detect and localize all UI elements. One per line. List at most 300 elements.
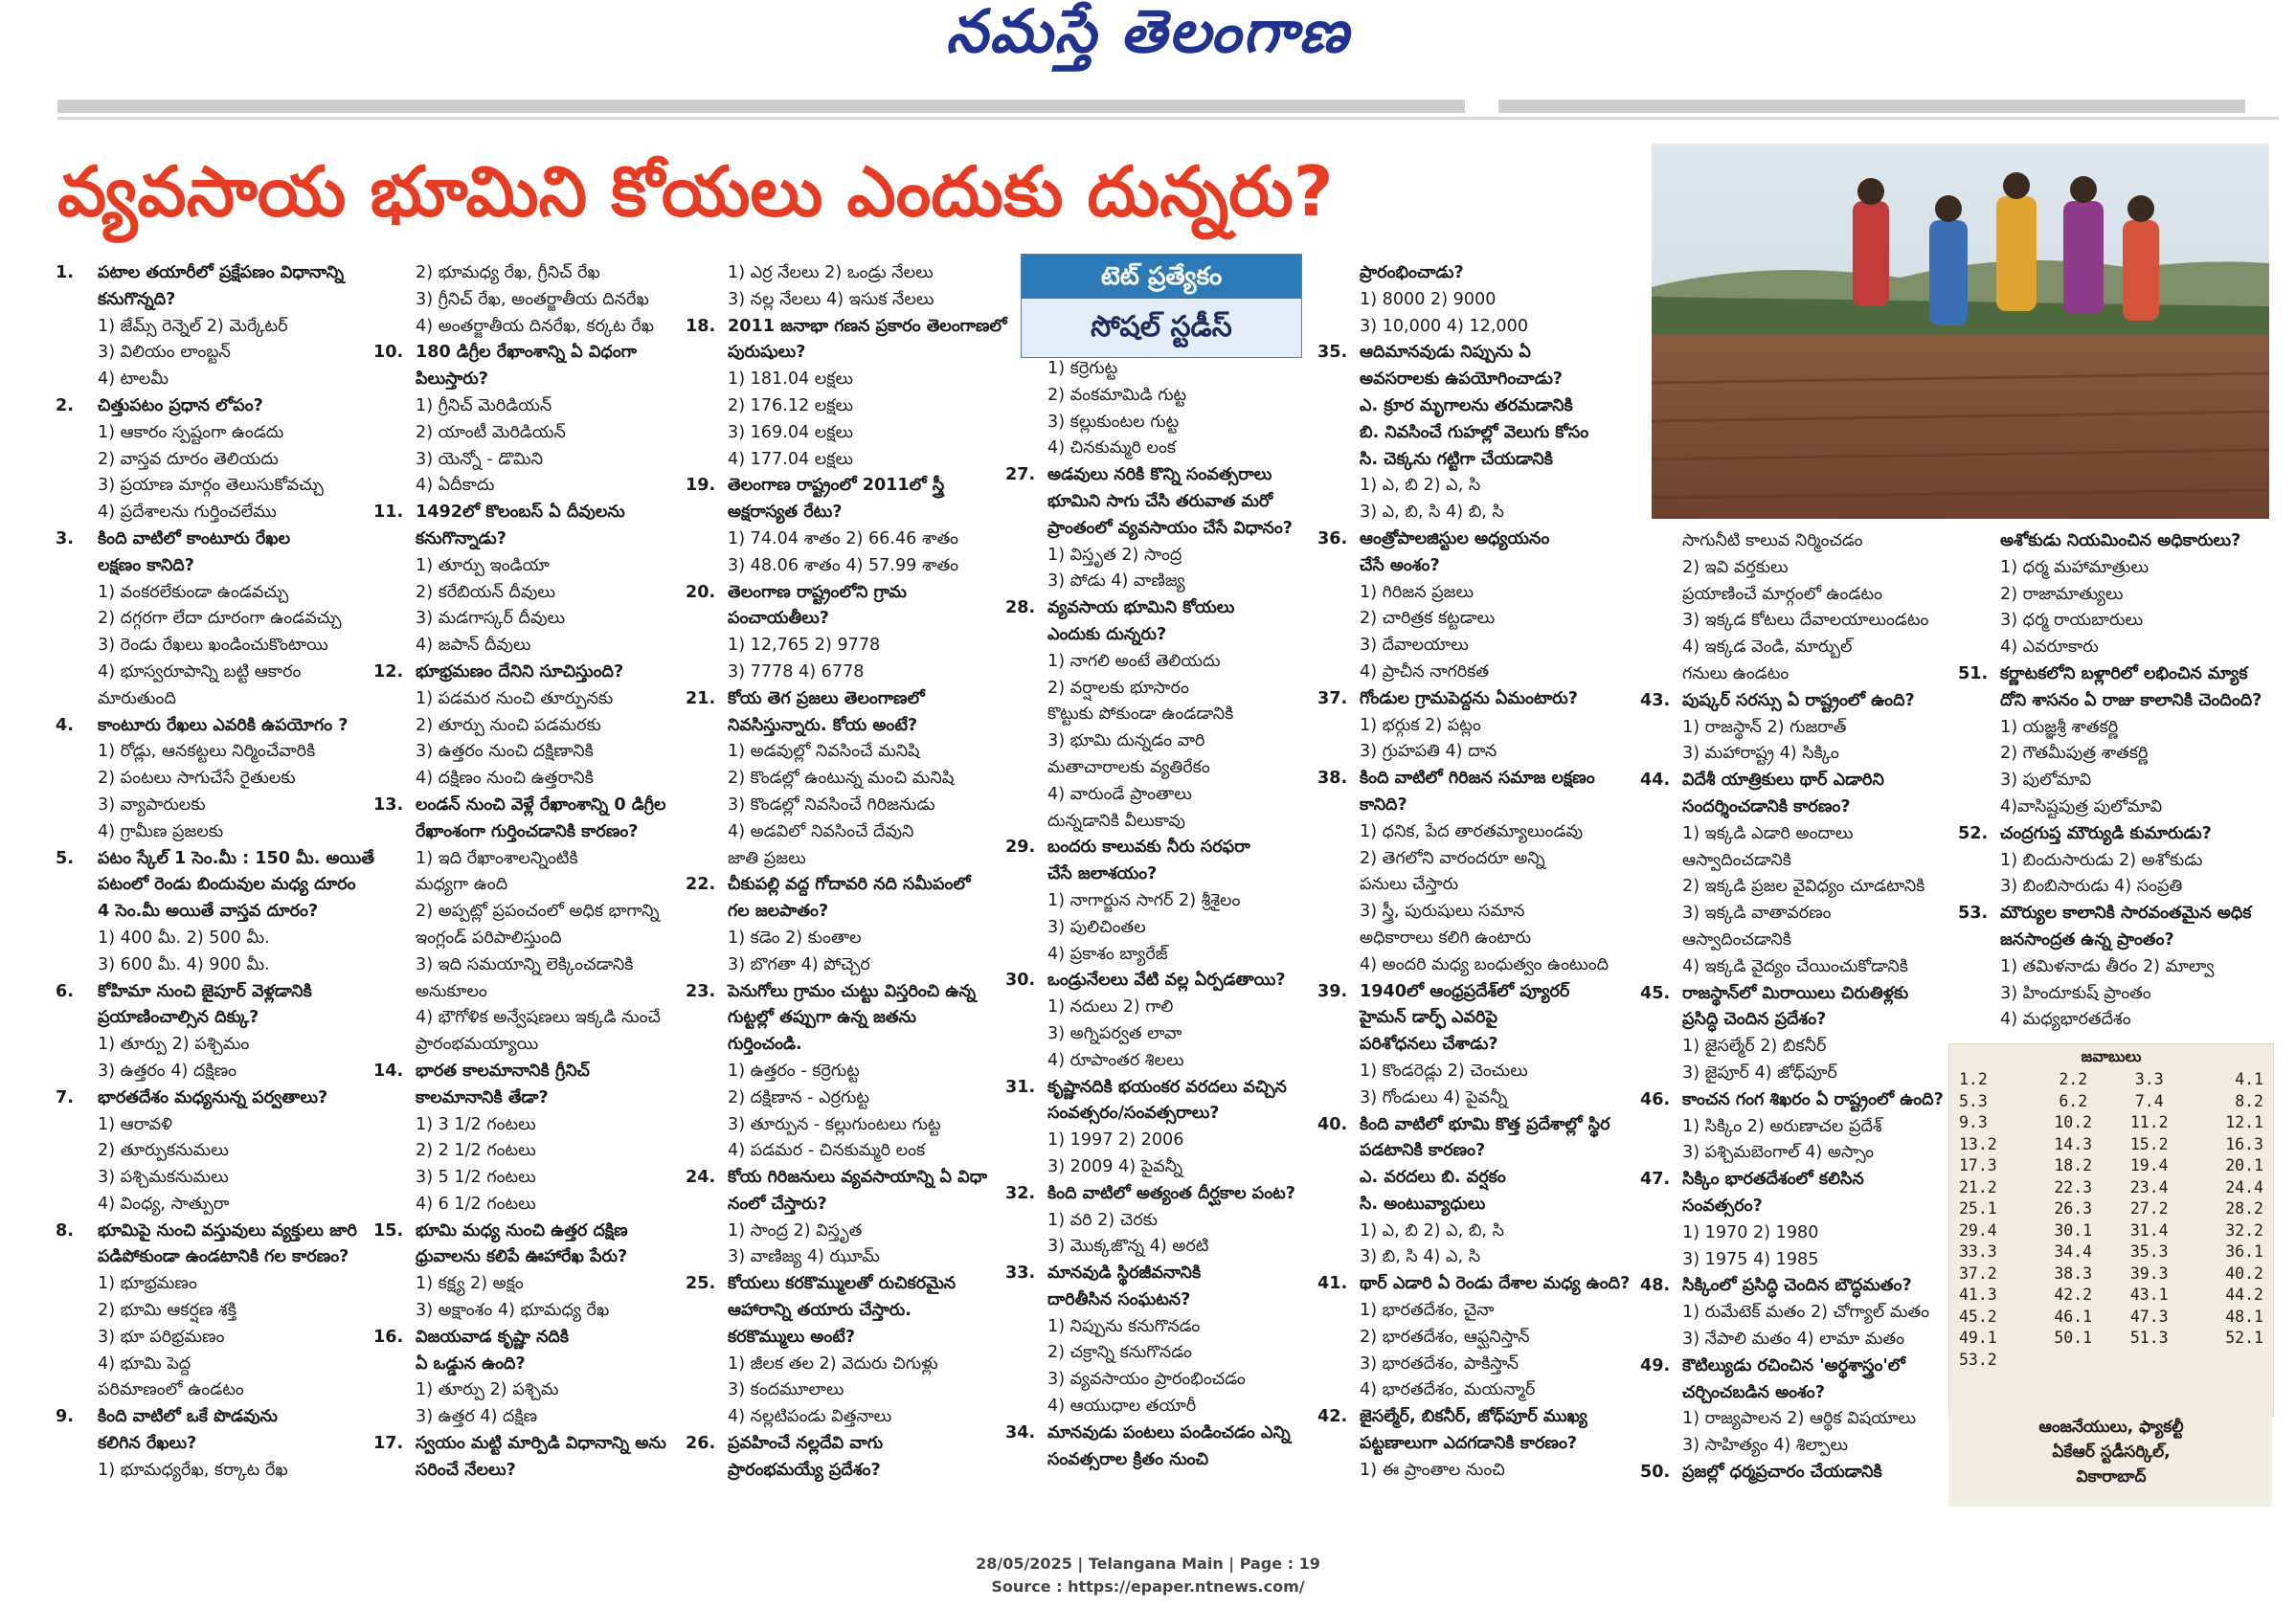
option-line: ప్రయాణించే మార్గంలో ఉండటం	[1682, 584, 1882, 604]
option-line: 1) 74.04 శాతం 2) 66.46 శాతం	[728, 528, 959, 548]
option-line: 3) యెన్నో - డొమిని	[416, 449, 543, 469]
option-line: 2) రాజామాత్యులు	[2000, 584, 2124, 604]
option-line: 1) బిందుసారుడు 2) అశోకుడు	[2000, 850, 2203, 870]
question-number: 26.	[686, 1434, 716, 1454]
option-line: 1) 1997 2) 2006	[1047, 1130, 1184, 1151]
answer-item: 6.2	[2059, 1091, 2088, 1110]
question-line	[686, 580, 1011, 607]
question-number: 18.	[686, 316, 716, 336]
question-text: సిక్కిం భారతదేశంలో కలిసిన	[1682, 1170, 1864, 1190]
question-number: 12.	[373, 661, 404, 682]
answer-key-grid	[1949, 1069, 2273, 1371]
answer-item: 37.2	[1959, 1263, 1997, 1283]
option-line: 3) భూ పరిభ్రమణం	[98, 1327, 225, 1347]
option-line: 4) ఇక్కడి వైద్యం చేయించుకోడానికి	[1682, 956, 1908, 976]
question-continuation: ప్రారంభించాడు?	[1360, 263, 1464, 282]
option-line: 2) వాస్తవ దూరం తెలియదు	[98, 449, 279, 469]
answer-item: 30.1	[2054, 1220, 2093, 1240]
question-line	[373, 1431, 689, 1458]
question-continuation: ఎ. వరదలు బి. వర్షకం	[1360, 1168, 1506, 1188]
question-line	[1317, 686, 1633, 713]
question-continuation: గల జలపాతం?	[728, 902, 829, 922]
option-line: 2) దగ్గరగా లేదా దూరంగా ఉండవచ్చు	[98, 609, 342, 629]
answer-item	[2036, 1350, 2112, 1372]
question-continuation: గుట్టల్లో తప్పుగా ఉన్న జతను	[728, 1008, 917, 1028]
answer-item: 35.3	[2129, 1242, 2169, 1261]
answer-item: 22.3	[2054, 1177, 2093, 1196]
option-line: పరిమాణంలో ఉండటం	[98, 1380, 244, 1400]
question-number: 40.	[1317, 1114, 1348, 1134]
question-number: 35.	[1317, 343, 1348, 363]
question-number: 51.	[1958, 663, 1989, 683]
question-line	[1640, 1273, 1956, 1300]
question-continuation: సి. అంటువ్యాధులు	[1360, 1194, 1486, 1214]
question-text: పుష్కర్ సరస్సు ఏ రాష్ట్రంలో ఉంది?	[1682, 690, 1915, 710]
option-line: 4) ఇక్కడ వెండి, మార్బుల్	[1682, 637, 1853, 658]
question-line	[1317, 526, 1633, 553]
question-number: 14.	[373, 1061, 404, 1081]
option-line: 1) 3 1/2 గంటలు	[416, 1114, 536, 1134]
option-line: 1) రోడ్లు, ఆనకట్టలు నిర్మించేవారికి	[98, 742, 316, 762]
answer-item: 44.2	[2225, 1286, 2263, 1304]
option-line: 4) అందరి మధ్య బంధుత్వం ఉంటుంది	[1360, 954, 1609, 974]
question-continuation: జనసాంద్రత ఉన్న ప్రాంతం?	[2000, 929, 2174, 950]
question-number: 16.	[373, 1327, 404, 1347]
answer-item: 25.1	[1959, 1199, 1997, 1218]
question-continuation: సందర్శించడానికి కారణం?	[1682, 796, 1851, 816]
option-line: 1) యజ్ఞశ్రీ శాతకర్ణి	[2000, 717, 2119, 737]
question-text: 1492లో కొలంబస్ ఏ దీవులను	[416, 503, 625, 523]
credit-line: వికారాబాద్	[2076, 1467, 2147, 1487]
option-line: గనులు ఉండటం	[1682, 663, 1790, 683]
answer-item: 49.1	[1959, 1329, 1997, 1347]
question-text: విదేశీ యాత్రికులు థార్ ఎడారిని	[1682, 771, 1884, 791]
question-continuation: పడిపోకుండా ఉండటానికి గల కారణం?	[98, 1247, 349, 1267]
option-line: ప్రారంభమయ్యాయి	[416, 1035, 539, 1055]
question-line	[373, 340, 689, 367]
question-text: చిత్తుపటం ప్రధాన లోపం?	[98, 395, 263, 415]
answer-item: 1.2	[1959, 1070, 1988, 1088]
option-line: 1) ఈ ప్రాంతాల నుంచి	[1360, 1460, 1505, 1480]
answer-item: 39.3	[2129, 1263, 2169, 1283]
question-column-3	[686, 260, 1011, 1485]
option-line: 1) తూర్పు ఇండియా	[416, 555, 550, 575]
option-line: 1) ఎ, బి 2) ఎ, బి, సి	[1360, 1220, 1504, 1241]
answer-item	[2111, 1350, 2188, 1372]
option-line: 3) జైపూర్ 4) జోధ్‌పూర్	[1682, 1062, 1837, 1083]
question-text: కృష్ణానదికి భయంకర వరదలు వచ్చిన	[1047, 1077, 1287, 1097]
question-line	[1640, 688, 1956, 715]
question-number: 6.	[56, 981, 74, 1001]
question-number: 47.	[1640, 1170, 1671, 1190]
question-number: 36.	[1317, 528, 1348, 548]
option-line: 4) ప్రాచీన నాగరికత	[1360, 661, 1490, 682]
question-number: 3.	[56, 528, 74, 548]
question-line	[1958, 821, 2274, 848]
question-line	[1640, 768, 1956, 794]
question-continuation: పంచాయతీలు?	[728, 609, 829, 629]
option-line: 4) అంతర్జాతీయ దినరేఖ, కర్కట రేఖ	[416, 316, 655, 336]
answer-item: 23.4	[2129, 1177, 2169, 1196]
option-line: 1) ధర్మ మహామాత్రులు	[2000, 557, 2150, 577]
answer-item: 20.1	[2225, 1156, 2263, 1174]
question-continuation: ప్రారంభమయ్యే ప్రదేశం?	[728, 1460, 881, 1480]
option-line: 3) గ్రీనిచ్ రేఖ, అంతర్జాతీయ దినరేఖ	[416, 289, 649, 309]
option-line: 1) ఎర్ర నేలలు 2) ఒండ్రు నేలలు	[728, 263, 934, 282]
question-line	[56, 393, 410, 420]
question-text: తెలంగాణ రాష్ట్రంలో 2011లో స్త్రీ	[728, 476, 945, 496]
question-continuation: పడటానికి కారణం?	[1360, 1141, 1486, 1161]
question-continuation: గుర్తించండి.	[728, 1035, 802, 1055]
question-text: కింది వాటిలో భూమి కొత్త ప్రదేశాల్లో స్థిర	[1360, 1114, 1610, 1134]
option-line: 2) వంకమామిడి గుట్ట	[1047, 385, 1187, 405]
option-line: 3) కందమూలాలు	[728, 1380, 844, 1400]
question-continuation: దారితీసిన సంఘటన?	[1047, 1289, 1191, 1309]
question-continuation: ఎందుకు దున్నరు?	[1047, 624, 1167, 644]
answer-item: 29.4	[1959, 1220, 1997, 1240]
option-line: కొట్టుకు పోకుండా ఉండడానికి	[1047, 704, 1234, 725]
question-text: భూభ్రమణం దేనిని సూచిస్తుంది?	[416, 661, 624, 682]
question-line	[686, 1431, 1011, 1458]
question-line	[373, 500, 689, 526]
question-number: 41.	[1317, 1274, 1348, 1294]
question-continuation: సంవత్సరాల క్రితం నుంచి	[1047, 1449, 1209, 1469]
question-text: లండన్ నుంచి వెళ్లే రేఖాంశాన్ని 0 డిగ్రీల	[416, 794, 666, 815]
question-text: సిక్కింలో ప్రసిద్ధి చెందిన బౌద్ధమతం?	[1682, 1276, 1912, 1296]
answer-item: 50.1	[2054, 1329, 2093, 1347]
question-text: ఆంత్రోపాలజిస్టుల అధ్యయనం	[1360, 528, 1550, 548]
headline: వ్యవసాయ భూమిని కోయలు ఎందుకు దున్నరు?	[57, 151, 1334, 232]
question-line	[56, 979, 410, 1006]
answer-item: 36.1	[2225, 1242, 2263, 1261]
answer-item: 7.4	[2134, 1091, 2164, 1110]
answer-item: 53.2	[1959, 1350, 1997, 1369]
question-text: 1940లో ఆంధ్రప్రదేశ్‌లో ప్యూరర్	[1360, 981, 1570, 1001]
answer-key-title: జవాబులు	[2081, 1047, 2142, 1065]
answer-item: 48.1	[2225, 1307, 2263, 1326]
answer-item: 17.3	[1959, 1156, 1997, 1174]
option-line: ఇంగ్లండ్ పరిపాలిస్తుంది	[416, 928, 562, 948]
question-text: మానవుడి స్థిరజీవనానికి	[1047, 1263, 1202, 1284]
header-divider	[57, 117, 2279, 120]
option-line: 3) ఇది సమయాన్ని లెక్కించడానికి	[416, 954, 634, 974]
question-number: 1.	[56, 263, 74, 282]
option-line: 3) పశ్చిమకనుమలు	[98, 1168, 229, 1188]
option-line: 3) అక్షాంశం 4) భూమధ్య రేఖ	[416, 1301, 610, 1321]
question-continuation: 4 సెం.మీ అయితే వాస్తవ దూరం?	[98, 902, 319, 922]
option-line: 1) రాజస్థాన్ 2) గుజరాత్	[1682, 717, 1847, 737]
question-number: 32.	[1005, 1183, 1036, 1203]
option-line: 4) నల్లటిపండు విత్తనాలు	[728, 1407, 892, 1427]
option-line: 1) గిరిజన ప్రజలు	[1360, 582, 1474, 602]
question-number: 17.	[373, 1434, 404, 1454]
question-continuation: దోని శాసనం ఏ రాజు కాలానికి చెందింది?	[2000, 690, 2262, 710]
question-text: వ్యవసాయ భూమిని కోయలు	[1047, 598, 1235, 618]
option-line: 1) 12,765 2) 9778	[728, 636, 881, 656]
option-line: మారుతుంది	[98, 688, 176, 708]
question-text: జైసల్మేర్, బికనీర్, జోధ్‌పూర్ ముఖ్య	[1360, 1407, 1587, 1427]
option-line: 3) పోడు 4) వాణిజ్య	[1047, 571, 1185, 592]
answer-item: 27.2	[2129, 1199, 2169, 1218]
option-line: 2) అప్పట్లో ప్రపంచంలో అధిక భాగాన్ని	[416, 902, 660, 922]
question-continuation: కనుగొన్నాడు?	[416, 528, 506, 548]
tet-special-label: టెట్ ప్రత్యేకం	[1022, 255, 1301, 299]
question-text: చంద్రగుప్త మౌర్యుడి కుమారుడు?	[2000, 823, 2212, 843]
option-line: పనులు చేస్తారు	[1360, 875, 1459, 895]
option-line: మతాచారాలకు వ్యతిరేకం	[1047, 757, 1210, 777]
question-text: తెలంగాణ రాష్ట్రంలోని గ్రామ	[728, 582, 907, 602]
question-column-7	[1958, 528, 2274, 1034]
question-line	[1005, 1420, 1360, 1447]
question-continuation: కానిది?	[1360, 794, 1407, 815]
question-number: 22.	[686, 875, 716, 895]
question-line	[686, 1165, 1011, 1192]
option-line: 4) మధ్యభారతదేశం	[2000, 1010, 2131, 1030]
question-continuation: హైమన్ డార్ఫ్ ఎవరిపై	[1360, 1008, 1497, 1028]
question-number: 25.	[686, 1274, 716, 1294]
option-line: 1) ఆరావళి	[98, 1114, 173, 1134]
option-line: 3) బి, సి 4) ఎ, సి	[1360, 1247, 1481, 1267]
answer-item: 18.2	[2054, 1156, 2093, 1174]
question-line	[1640, 981, 1956, 1008]
answer-item: 52.1	[2225, 1329, 2263, 1347]
question-text: కోయ తెగ ప్రజలు తెలంగాణలో	[728, 688, 925, 708]
option-line: 3) హిందూకుష్ ప్రాంతం	[2000, 983, 2151, 1003]
question-continuation: అవసరాలకు ఉపయోగించాడు?	[1360, 369, 1564, 390]
option-line: 3) సాహిత్యం 4) శిల్పాలు	[1682, 1436, 1849, 1456]
question-line	[1640, 1087, 1956, 1114]
farmers-illustration	[1652, 144, 2269, 519]
option-line: 3) గ్రుహపతి 4) దాన	[1360, 742, 1497, 762]
option-line: 1) 400 మీ. 2) 500 మీ.	[98, 928, 270, 948]
question-text: థార్ ఎడారి ఏ రెండు దేశాల మధ్య ఉంది?	[1360, 1274, 1631, 1294]
option-line: 4) ఏదీకాదు	[416, 476, 495, 496]
option-line: 3) విలియం లాంబ్టన్	[98, 343, 231, 363]
question-line	[1317, 1112, 1633, 1139]
option-line: 1) కడెం 2) కుంతాల	[728, 928, 862, 948]
question-number: 42.	[1317, 1407, 1348, 1427]
option-line: 1) నాగలి అంటే తెలియదు	[1047, 651, 1221, 671]
option-line: 1) ఇక్కడి ఎడారి అందాలు	[1682, 823, 1854, 843]
option-line: 2) తూర్పుకనుమలు	[98, 1141, 229, 1161]
question-text: పటం స్కేల్ 1 సెం.మీ : 150 మీ. అయితే	[98, 848, 374, 868]
answer-item: 10.2	[2054, 1113, 2093, 1131]
answer-item: 32.2	[2225, 1220, 2263, 1240]
question-number: 39.	[1317, 981, 1348, 1001]
question-text: మానవుడు పంటలు పండించడం ఎన్ని	[1047, 1422, 1291, 1442]
question-number: 45.	[1640, 983, 1671, 1003]
question-text: చీకుపల్లి వద్ద గోదావరి నది సమీపంలో	[728, 875, 971, 895]
option-line: 2) తెగలోని వారందరూ అన్ని	[1360, 848, 1545, 868]
option-line: 2) భూమి ఆకర్షణ శక్తి	[98, 1301, 236, 1321]
option-line: 1) జీలక తల 2) వెదురు చిగుళ్లు	[728, 1353, 938, 1374]
question-number: 44.	[1640, 771, 1671, 791]
option-line: 2) తూర్పు నుంచి పడమరకు	[416, 715, 601, 735]
option-line: 3) ప్రయాణ మార్గం తెలుసుకోవచ్చు	[98, 476, 324, 496]
option-line: 1) నదులు 2) గాలి	[1047, 997, 1174, 1017]
option-line: 3) 5 1/2 గంటలు	[416, 1168, 536, 1188]
option-line: 2) భారతదేశం, ఆఫ్ఘనిస్తాన్	[1360, 1327, 1530, 1347]
question-line	[1317, 1271, 1633, 1298]
option-line: 3) తూర్పున - కల్లుగుంటలు గుట్ట	[728, 1114, 941, 1134]
question-text: బందరు కాలువకు నీరు సరఫరా	[1047, 838, 1250, 858]
question-text: ప్రజల్లో ధర్మప్రచారం చేయడానికి	[1682, 1462, 1882, 1482]
question-number: 27.	[1005, 465, 1036, 485]
question-line	[1958, 901, 2274, 928]
option-line: 3) 169.04 లక్షలు	[728, 422, 854, 442]
option-line: 3) ధర్మ రాయబారులు	[2000, 611, 2144, 631]
option-line: 4) ప్రకాశం బ్యారేజ్	[1047, 944, 1168, 964]
option-line: అనుకూలం	[416, 981, 487, 1001]
answer-item: 26.3	[2054, 1199, 2093, 1218]
question-line	[686, 314, 1011, 341]
question-number: 5.	[56, 848, 74, 868]
option-line: 4) ఆయుధాల తయారీ	[1047, 1397, 1197, 1417]
question-continuation: అశోకుడు నియమించిన అధికారులు?	[2000, 531, 2241, 550]
question-text: అడవులు నరికి కొన్ని సంవత్సరాలు	[1047, 465, 1272, 485]
option-line: 4)వాసిష్టపుత్ర పులోమావి	[2000, 796, 2163, 816]
answer-item: 46.1	[2054, 1307, 2093, 1326]
option-line: 4) భౌగోళిక అన్వేషణలు ఇక్కడి నుంచే	[416, 1008, 661, 1028]
answer-item: 42.2	[2054, 1286, 2093, 1304]
question-line	[686, 473, 1011, 500]
masthead-title: నమస్తే తెలంగాణ	[945, 0, 1351, 66]
tet-special-box	[1021, 254, 1302, 358]
answer-item: 12.1	[2225, 1113, 2263, 1131]
option-line: 1) ఉత్తరం - కర్రెగుట్ట	[728, 1061, 860, 1081]
question-text: విజయవాడ కృష్ణా నదికి	[416, 1327, 570, 1347]
question-text: పటాల తయారీలో ప్రక్షేపణం విధానాన్ని	[98, 263, 345, 282]
question-continuation: ప్రాంతంలో వ్యవసాయం చేసే విధానం?	[1047, 518, 1293, 538]
question-text: మౌర్యుల కాలానికి సారవంతమైన అధిక	[2000, 904, 2252, 924]
masthead	[0, 0, 2296, 77]
question-number: 4.	[56, 715, 74, 735]
question-text: గోండుల గ్రామపెద్దను ఏమంటారు?	[1360, 688, 1578, 708]
farmers-photo	[1652, 144, 2269, 519]
question-text: 2011 జనాభా గణన ప్రకారం తెలంగాణలో	[728, 316, 1007, 336]
option-line: 4) వింధ్య, సాత్పురా	[98, 1194, 230, 1214]
question-line	[1958, 661, 2274, 688]
question-number: 48.	[1640, 1276, 1671, 1296]
question-continuation: అక్షరాస్యత రేటు?	[728, 503, 843, 523]
answer-item: 34.4	[2054, 1242, 2093, 1261]
question-number: 49.	[1640, 1355, 1671, 1375]
option-line: 3) ఉత్తరం 4) దక్షిణం	[98, 1061, 237, 1081]
question-continuation: కరకొమ్ములు అంటే?	[728, 1327, 856, 1347]
option-line: 3) ఇక్కడ కోటలు దేవాలయాలుండటం	[1682, 611, 1929, 631]
question-text: కోహిమా నుంచి జైపూర్ వెళ్లడానికి	[98, 981, 312, 1001]
question-text: భూమిపై నుంచి వస్తువులు వ్యక్తులు జారి	[98, 1220, 357, 1241]
question-line	[1640, 1460, 1956, 1487]
option-line: 1) జేమ్స్ రెన్నెల్ 2) మెర్కేటర్	[98, 316, 288, 336]
option-line: 4) పడమర - చినకుమ్మరి లంక	[728, 1141, 926, 1161]
option-line: 1) నాగార్జున సాగర్ 2) శ్రీశైలం	[1047, 890, 1241, 910]
header-rule-right	[1498, 100, 2245, 113]
answer-item: 8.2	[2235, 1091, 2263, 1110]
option-line: 3) నేపాలి మతం 4) లామా మతం	[1682, 1329, 1905, 1349]
option-line: 4) అడవిలో నివసించే దేవుని	[728, 821, 914, 841]
question-number: 2.	[56, 395, 74, 415]
option-line: 3) కొండల్లో నివసించే గిరిజనుడు	[728, 794, 935, 815]
question-line	[1005, 1261, 1360, 1287]
question-line	[1640, 1167, 1956, 1194]
answer-item: 19.4	[2129, 1156, 2169, 1174]
question-text: కింది వాటిలో కాంటూరు రేఖల	[98, 528, 291, 548]
option-line: 4) భూమి పెద్ద	[98, 1353, 191, 1374]
option-line: 3) 48.06 శాతం 4) 57.99 శాతం	[728, 555, 959, 575]
question-line	[1005, 595, 1360, 622]
option-line: 4) 177.04 లక్షలు	[728, 449, 854, 469]
question-number: 21.	[686, 688, 716, 708]
question-number: 13.	[373, 794, 404, 815]
option-line: 4) భూస్వరూపాన్ని బట్టి ఆకారం	[98, 661, 302, 682]
question-line	[1005, 462, 1360, 489]
question-text: కోయలు కరకొమ్ములతో రుచికరమైన	[728, 1274, 957, 1294]
answer-item: 14.3	[2054, 1134, 2093, 1153]
question-number: 7.	[56, 1087, 74, 1107]
question-line	[56, 846, 410, 873]
answer-item: 38.3	[2054, 1263, 2093, 1283]
option-line: 3) వ్యవసాయం ప్రారంభించడం	[1047, 1370, 1246, 1390]
question-line	[1005, 968, 1360, 995]
question-text: ఆదిమానవుడు నిప్పును ఏ	[1360, 343, 1531, 363]
option-line: 3) పులిచింతల	[1047, 917, 1146, 937]
option-line: 1) భర్గుక 2) పట్లం	[1360, 715, 1481, 735]
option-line: 4) ప్రదేశాలను గుర్తించలేము	[98, 503, 277, 523]
question-continuation: కనుగొన్నది?	[98, 289, 176, 309]
question-continuation: బి. నివసించే గుహల్లో వెలుగు కోసం	[1360, 422, 1589, 442]
answer-item: 33.3	[1959, 1242, 1997, 1261]
question-continuation: పటంలో రెండు బిందువుల మధ్య దూరం	[98, 875, 356, 895]
question-column-5	[1317, 260, 1633, 1485]
option-line: 1) వంకరలేకుండా ఉండవచ్చు	[98, 582, 289, 602]
question-continuation: పట్టణాలుగా ఎదగడానికి కారణం?	[1360, 1434, 1578, 1454]
question-number: 50.	[1640, 1462, 1671, 1482]
option-line: 3) భూమి దున్నడం వారి	[1047, 731, 1205, 751]
question-continuation: కాలమానానికి తేడా?	[416, 1087, 549, 1107]
option-line: 3) బొగతా 4) పోచ్చెర	[728, 954, 870, 974]
question-line	[686, 686, 1011, 713]
question-text: కర్ణాటకలోని బళ్లారిలో లభించిన మ్యాక	[2000, 663, 2248, 683]
option-line: 1) ఇది రేఖాంశాలన్నింటికి	[416, 848, 578, 868]
answer-item: 2.2	[2059, 1070, 2088, 1088]
answer-item	[2188, 1350, 2264, 1372]
page-footer	[0, 1553, 2296, 1599]
option-line: 2) 2 1/2 గంటలు	[416, 1141, 536, 1161]
option-line: 4) దక్షిణం నుంచి ఉత్తరానికి	[416, 769, 594, 789]
question-number: 11.	[373, 503, 404, 523]
question-text: కౌటిల్యుడు రచించిన 'అర్థశాస్త్రం'లో	[1682, 1355, 1905, 1375]
option-line: 1) పడమర నుంచి తూర్పునకు	[416, 688, 614, 708]
option-line: 1) ఎ, బి 2) ఎ, సి	[1360, 476, 1481, 496]
option-line: 2) యాంటీ మెరిడియన్	[416, 422, 566, 442]
question-number: 29.	[1005, 838, 1036, 858]
option-line: 1) కర్రెగుట్ట	[1047, 359, 1118, 378]
footer-source-line[interactable]: Source : https://epaper.ntnews.com/	[991, 1577, 1305, 1596]
option-line: 1) కొండరెడ్లు 2) చెంచులు	[1360, 1061, 1528, 1081]
option-line: 1) సాంద్ర 2) విస్తృత	[728, 1220, 863, 1241]
question-text: కింది వాటిలో అత్యంత దీర్ఘకాల పంట?	[1047, 1183, 1295, 1203]
option-line: 3) ఉత్తర 4) దక్షిణ	[416, 1407, 538, 1427]
option-line: 4) ఎవరూకారు	[2000, 637, 2099, 658]
option-line: 1) తమిళనాడు తీరం 2) మాల్వా	[2000, 956, 2215, 976]
question-line	[373, 1219, 689, 1245]
answer-item: 24.4	[2225, 1177, 2263, 1196]
question-number: 28.	[1005, 598, 1036, 618]
question-line	[56, 1404, 410, 1431]
question-number: 33.	[1005, 1263, 1036, 1284]
option-line: మధ్యగా ఉంది	[416, 875, 508, 895]
